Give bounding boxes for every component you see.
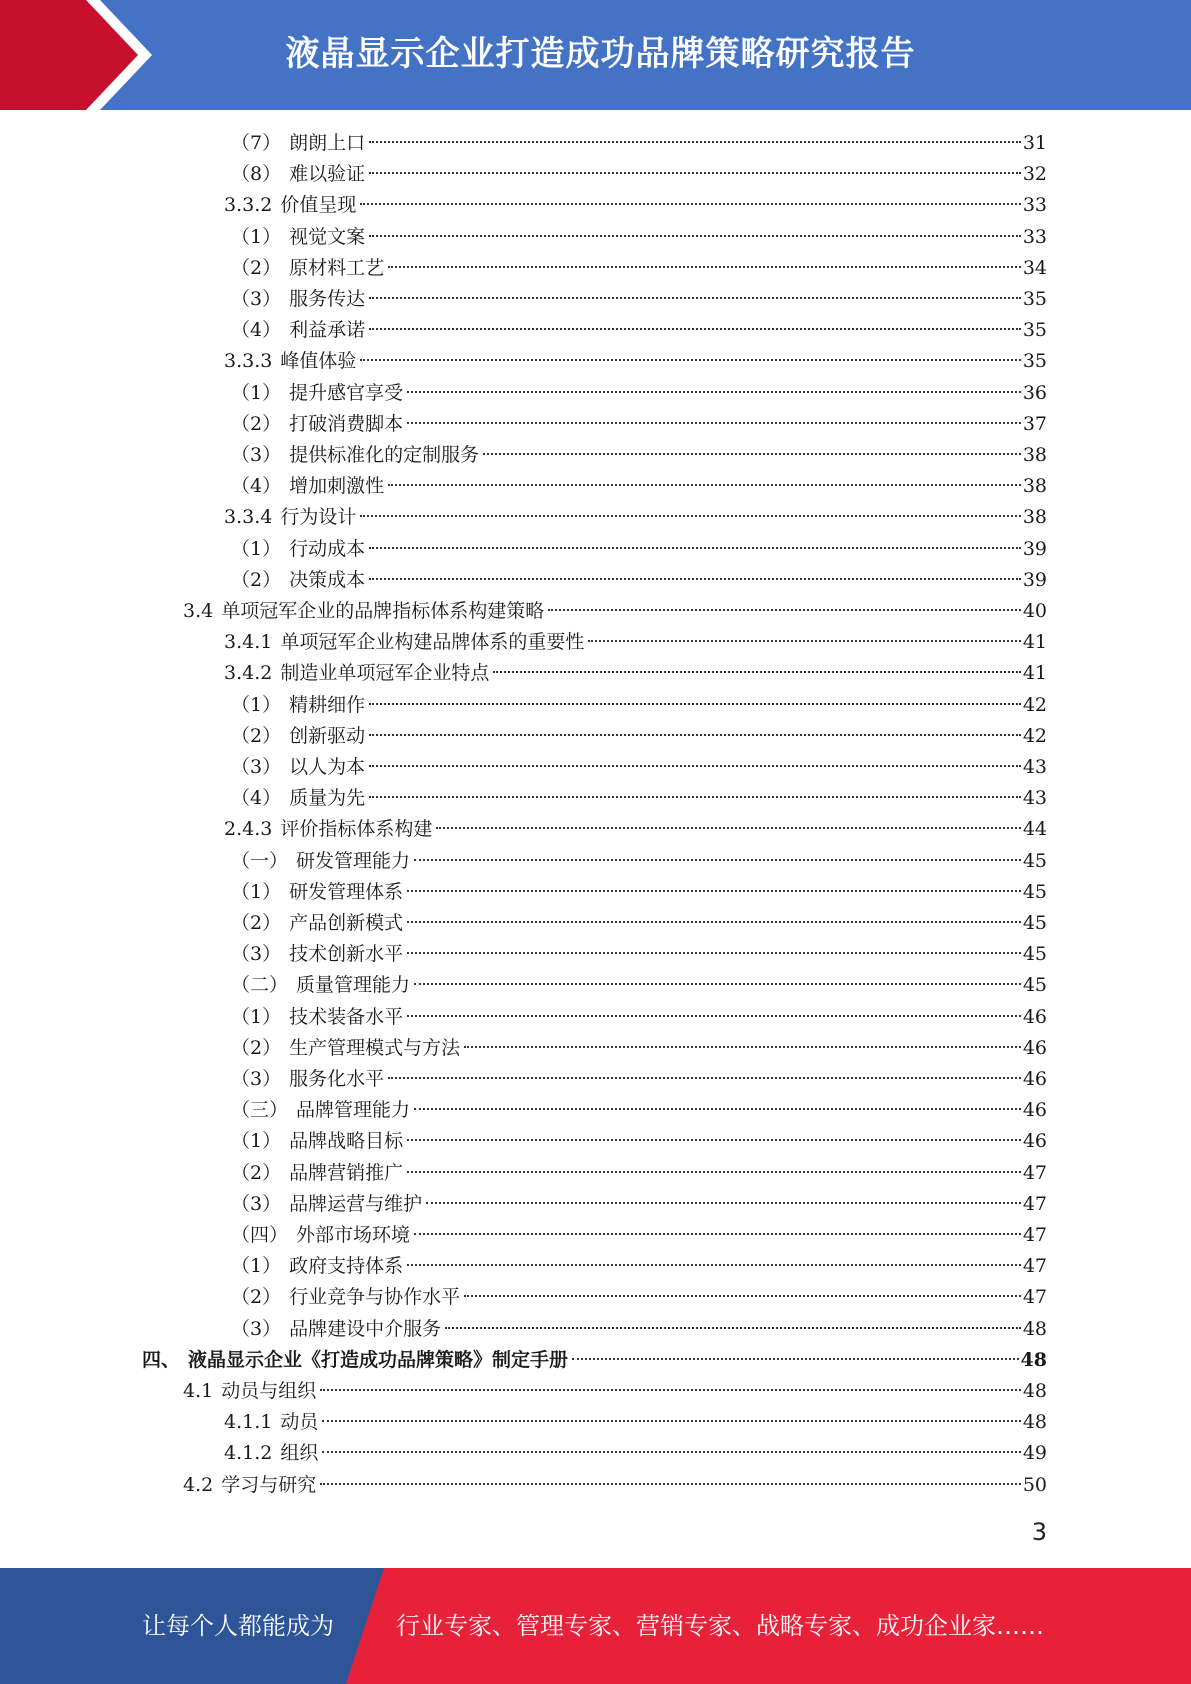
toc-entry-page: 35 [1022, 288, 1047, 310]
toc-dot-leader [414, 1108, 1021, 1110]
document-title: 液晶显示企业打造成功品牌策略研究报告 [285, 34, 916, 74]
toc-entry-number: 4.2 [183, 1473, 214, 1496]
toc-entry[interactable] [224, 502, 1047, 533]
toc-entry-page: 47 [1022, 1286, 1047, 1309]
toc-dot-leader [369, 703, 1021, 705]
toc-entry[interactable] [183, 1376, 1047, 1407]
toc-entry-number: 2.4.3 [224, 818, 273, 841]
toc-entry-title: 学习与研究 [221, 1473, 317, 1496]
toc-dot-leader [388, 484, 1021, 486]
toc-entry[interactable] [224, 814, 1047, 845]
toc-entry-title: 原材料工艺 [289, 256, 385, 279]
toc-entry-page: 43 [1022, 787, 1047, 810]
toc-entry-page: 46 [1022, 1036, 1047, 1059]
toc-entry-page: 46 [1022, 1005, 1047, 1028]
toc-dot-leader [572, 1358, 1019, 1360]
toc-entry[interactable] [231, 1314, 1047, 1345]
toc-entry-number: （三） [231, 1099, 289, 1122]
toc-dot-leader [436, 827, 1020, 829]
toc-entry-number: （1） [231, 381, 282, 404]
toc-entry-title: 峰值体验 [280, 350, 357, 373]
toc-entry-title: 评价指标体系构建 [280, 818, 433, 841]
toc-entry-title: 质量管理能力 [296, 974, 411, 997]
toc-entry-number: 3.3.4 [224, 506, 273, 529]
toc-dot-leader [369, 235, 1021, 237]
toc-entry-title: 行为设计 [280, 506, 357, 529]
toc-entry-title: 品牌运营与维护 [289, 1192, 423, 1215]
toc-dot-leader [388, 266, 1021, 268]
toc-dot-leader [407, 1264, 1021, 1266]
toc-entry-title: 视觉文案 [289, 225, 366, 248]
toc-entry-page: 48 [1022, 1380, 1047, 1402]
toc-dot-leader [414, 859, 1021, 861]
toc-entry-title: 外部市场环境 [296, 1224, 411, 1246]
toc-entry[interactable] [231, 1282, 1047, 1313]
header-arrow-decoration [0, 0, 160, 110]
toc-entry-title: 利益承诺 [289, 319, 366, 342]
toc-entry[interactable] [231, 1033, 1047, 1064]
toc-entry-title: 产品创新模式 [289, 912, 404, 934]
toc-entry[interactable] [231, 908, 1047, 939]
toc-entry[interactable] [183, 1470, 1047, 1501]
toc-entry[interactable] [224, 190, 1047, 221]
toc-entry[interactable] [231, 1002, 1047, 1033]
toc-dot-leader [360, 515, 1020, 517]
toc-entry-page: 45 [1022, 912, 1047, 934]
toc-entry-number: （7） [231, 132, 282, 154]
toc-entry-page: 45 [1022, 880, 1047, 903]
toc-entry-number: 3.4.2 [224, 662, 273, 685]
toc-dot-leader [414, 1233, 1021, 1235]
toc-entry-title: 技术装备水平 [289, 1005, 404, 1028]
toc-dot-leader [407, 890, 1021, 892]
toc-entry-title: 品牌战略目标 [289, 1130, 404, 1153]
toc-entry-title: 政府支持体系 [289, 1255, 404, 1278]
toc-entry[interactable] [231, 690, 1047, 721]
toc-entry[interactable] [224, 1438, 1047, 1469]
toc-entry-number: （2） [231, 912, 282, 934]
toc-entry-page: 34 [1022, 256, 1047, 279]
toc-entry-number: 4.1 [183, 1380, 214, 1402]
toc-entry-page: 49 [1022, 1442, 1047, 1465]
toc-entry-page: 38 [1022, 475, 1047, 498]
toc-dot-leader [426, 1202, 1021, 1204]
toc-entry-number: 4.1.1 [224, 1411, 273, 1434]
toc-dot-leader [322, 1451, 1020, 1453]
toc-entry-number: （二） [231, 974, 289, 997]
toc-entry-page: 48 [1020, 1348, 1047, 1371]
toc-entry[interactable] [231, 1158, 1047, 1189]
toc-entry-page: 47 [1022, 1224, 1047, 1246]
toc-dot-leader [369, 328, 1021, 330]
toc-entry-number: （2） [231, 1036, 282, 1059]
toc-entry[interactable] [231, 1220, 1047, 1251]
toc-entry-title: 动员与组织 [221, 1380, 317, 1402]
toc-dot-leader [483, 453, 1021, 455]
toc-entry-number: （3） [231, 288, 282, 310]
toc-entry-number: 4.1.2 [224, 1442, 273, 1465]
toc-entry-page: 47 [1022, 1255, 1047, 1278]
toc-entry-title: 技术创新水平 [289, 943, 404, 966]
toc-entry[interactable] [224, 627, 1047, 658]
toc-entry-title: 打破消费脚本 [289, 412, 404, 435]
toc-entry-number: （4） [231, 319, 282, 342]
toc-entry-page: 45 [1022, 943, 1047, 966]
toc-entry-page: 47 [1022, 1192, 1047, 1215]
toc-entry[interactable] [224, 658, 1047, 689]
toc-entry-number: （3） [231, 1192, 282, 1215]
toc-entry-number: 四、 [142, 1348, 181, 1371]
toc-entry-title: 质量为先 [289, 787, 366, 810]
toc-entry-number: （3） [231, 756, 282, 778]
toc-entry-title: 品牌管理能力 [296, 1099, 411, 1122]
toc-entry-page: 43 [1022, 756, 1047, 778]
toc-entry-number: （一） [231, 849, 289, 872]
toc-entry-page: 46 [1022, 1099, 1047, 1122]
toc-entry[interactable] [231, 970, 1047, 1001]
toc-entry-title: 创新驱动 [289, 724, 366, 747]
toc-dot-leader [369, 141, 1021, 143]
toc-entry[interactable] [231, 1064, 1047, 1095]
toc-entry-title: 行业竞争与协作水平 [289, 1286, 461, 1309]
toc-entry[interactable] [231, 128, 1047, 159]
toc-dot-leader [320, 1483, 1021, 1485]
toc-entry-page: 33 [1022, 225, 1047, 248]
toc-entry-number: 3.4 [183, 600, 214, 622]
toc-entry-title: 组织 [280, 1442, 319, 1465]
toc-entry-title: 品牌营销推广 [289, 1161, 404, 1184]
toc-entry-page: 42 [1022, 693, 1047, 716]
toc-dot-leader [445, 1327, 1021, 1329]
toc-dot-leader [369, 734, 1021, 736]
page-header [0, 0, 1191, 110]
toc-entry[interactable] [224, 346, 1047, 377]
toc-entry-page: 48 [1022, 1317, 1047, 1340]
toc-entry-title: 生产管理模式与方法 [289, 1036, 461, 1059]
toc-entry-page: 45 [1022, 974, 1047, 997]
toc-entry-page: 47 [1022, 1161, 1047, 1184]
toc-entry-title: 以人为本 [289, 756, 366, 778]
toc-entry[interactable] [231, 222, 1047, 253]
toc-entry-title: 提供标准化的定制服务 [289, 444, 480, 466]
toc-entry-title: 服务传达 [289, 288, 366, 310]
toc-entry[interactable] [231, 378, 1047, 409]
toc-entry-number: （四） [231, 1224, 289, 1246]
toc-entry-page: 41 [1022, 662, 1047, 685]
toc-dot-leader [369, 796, 1021, 798]
toc-dot-leader [493, 671, 1020, 673]
toc-entry-page: 42 [1022, 724, 1047, 747]
toc-dot-leader [369, 578, 1021, 580]
toc-entry-title: 研发管理能力 [296, 849, 411, 872]
toc-dot-leader [388, 1077, 1021, 1079]
toc-entry-page: 33 [1022, 194, 1047, 217]
toc-entry-number: （8） [231, 163, 282, 186]
toc-entry-title: 增加刺激性 [289, 475, 385, 498]
toc-entry[interactable] [231, 1189, 1047, 1220]
toc-dot-leader [407, 1015, 1021, 1017]
toc-entry-number: （3） [231, 1317, 282, 1340]
toc-entry-number: （2） [231, 412, 282, 435]
toc-entry-title: 精耕细作 [289, 693, 366, 716]
toc-entry-number: （1） [231, 1255, 282, 1278]
footer-slogan-left: 让每个人都能成为 [142, 1612, 334, 1640]
toc-dot-leader [548, 609, 1021, 611]
toc-entry[interactable] [231, 471, 1047, 502]
toc-entry-title: 决策成本 [289, 568, 366, 591]
toc-dot-leader [369, 172, 1021, 174]
page-number: 3 [1031, 1518, 1047, 1546]
toc-entry-title: 单项冠军企业构建品牌体系的重要性 [280, 631, 585, 654]
toc-entry[interactable] [231, 159, 1047, 190]
toc-entry-number: 3.4.1 [224, 631, 273, 654]
toc-entry-title: 朗朗上口 [289, 132, 366, 154]
toc-dot-leader [360, 359, 1020, 361]
toc-dot-leader [407, 391, 1021, 393]
toc-entry-page: 38 [1022, 444, 1047, 466]
toc-dot-leader [369, 765, 1021, 767]
toc-entry[interactable] [231, 284, 1047, 315]
toc-entry-page: 39 [1022, 568, 1047, 591]
footer-slogan-right: 行业专家、管理专家、营销专家、战略专家、成功企业家…… [396, 1612, 1044, 1640]
toc-entry-number: （1） [231, 537, 282, 560]
toc-entry-page: 50 [1022, 1473, 1047, 1496]
toc-dot-leader [322, 1420, 1020, 1422]
toc-entry-page: 35 [1022, 319, 1047, 342]
toc-entry-title: 提升感官享受 [289, 381, 404, 404]
toc-dot-leader [414, 983, 1021, 985]
toc-entry-page: 46 [1022, 1068, 1047, 1090]
toc-entry-number: （4） [231, 475, 282, 498]
toc-dot-leader [369, 297, 1021, 299]
toc-entry[interactable] [183, 596, 1047, 627]
toc-entry-title: 液晶显示企业《打造成功品牌策略》制定手册 [188, 1348, 569, 1371]
toc-dot-leader [464, 1046, 1021, 1048]
toc-entry-title: 品牌建设中介服务 [289, 1317, 442, 1340]
toc-entry[interactable] [231, 1095, 1047, 1126]
toc-entry[interactable] [231, 877, 1047, 908]
toc-entry[interactable] [231, 846, 1047, 877]
toc-entry-title: 难以验证 [289, 163, 366, 186]
toc-entry[interactable] [231, 440, 1047, 471]
toc-dot-leader [407, 921, 1021, 923]
toc-entry-number: （2） [231, 256, 282, 279]
toc-entry-number: （4） [231, 787, 282, 810]
toc-entry-number: （1） [231, 880, 282, 903]
toc-entry[interactable] [231, 534, 1047, 565]
toc-entry-number: 3.3.3 [224, 350, 273, 373]
toc-entry[interactable] [231, 1126, 1047, 1157]
toc-entry-page: 45 [1022, 849, 1047, 872]
toc-entry[interactable] [231, 565, 1047, 596]
toc-dot-leader [407, 422, 1021, 424]
toc-entry-number: 3.3.2 [224, 194, 273, 217]
toc-entry-number: （2） [231, 1286, 282, 1309]
toc-entry-page: 44 [1022, 818, 1047, 841]
toc-entry-number: （2） [231, 724, 282, 747]
toc-entry-page: 32 [1022, 163, 1047, 186]
toc-entry-title: 单项冠军企业的品牌指标体系构建策略 [221, 600, 545, 622]
toc-entry[interactable] [231, 253, 1047, 284]
toc-entry[interactable] [231, 1251, 1047, 1282]
toc-entry-title: 服务化水平 [289, 1068, 385, 1090]
toc-entry-title: 研发管理体系 [289, 880, 404, 903]
toc-entry-title: 行动成本 [289, 537, 366, 560]
toc-entry-number: （1） [231, 693, 282, 716]
toc-entry-page: 31 [1022, 132, 1047, 154]
toc-entry[interactable] [231, 752, 1047, 783]
toc-entry-page: 39 [1022, 537, 1047, 560]
toc-entry[interactable] [224, 1407, 1047, 1438]
toc-entry-title: 动员 [280, 1411, 319, 1434]
toc-dot-leader [360, 203, 1020, 205]
toc-entry-page: 41 [1022, 631, 1047, 654]
toc-entry-page: 46 [1022, 1130, 1047, 1153]
toc-entry-page: 38 [1022, 506, 1047, 529]
toc-entry-number: （2） [231, 568, 282, 591]
toc-entry[interactable] [231, 939, 1047, 970]
toc-entry-number: （1） [231, 225, 282, 248]
toc-entry-title: 价值呈现 [280, 194, 357, 217]
toc-entry-page: 37 [1022, 412, 1047, 435]
toc-entry[interactable] [231, 315, 1047, 346]
toc-entry-number: （3） [231, 943, 282, 966]
toc-dot-leader [320, 1389, 1021, 1391]
toc-entry[interactable] [231, 783, 1047, 814]
toc-entry-number: （1） [231, 1130, 282, 1153]
toc-dot-leader [407, 1139, 1021, 1141]
toc-dot-leader [407, 1171, 1021, 1173]
toc-entry-number: （3） [231, 1068, 282, 1090]
toc-entry[interactable] [231, 409, 1047, 440]
toc-entry-page: 36 [1022, 381, 1047, 404]
toc-entry-page: 40 [1022, 600, 1047, 622]
toc-entry-page: 48 [1022, 1411, 1047, 1434]
toc-entry[interactable] [142, 1345, 1047, 1376]
toc-entry[interactable] [231, 721, 1047, 752]
toc-entry-number: （3） [231, 444, 282, 466]
toc-dot-leader [369, 547, 1021, 549]
toc-dot-leader [588, 640, 1020, 642]
page-footer [0, 1568, 1191, 1684]
toc-dot-leader [464, 1295, 1021, 1297]
toc-dot-leader [407, 952, 1021, 954]
toc-entry-number: （2） [231, 1161, 282, 1184]
toc-entry-page: 35 [1022, 350, 1047, 373]
toc-entry-number: （1） [231, 1005, 282, 1028]
toc-entry-title: 制造业单项冠军企业特点 [280, 662, 490, 685]
